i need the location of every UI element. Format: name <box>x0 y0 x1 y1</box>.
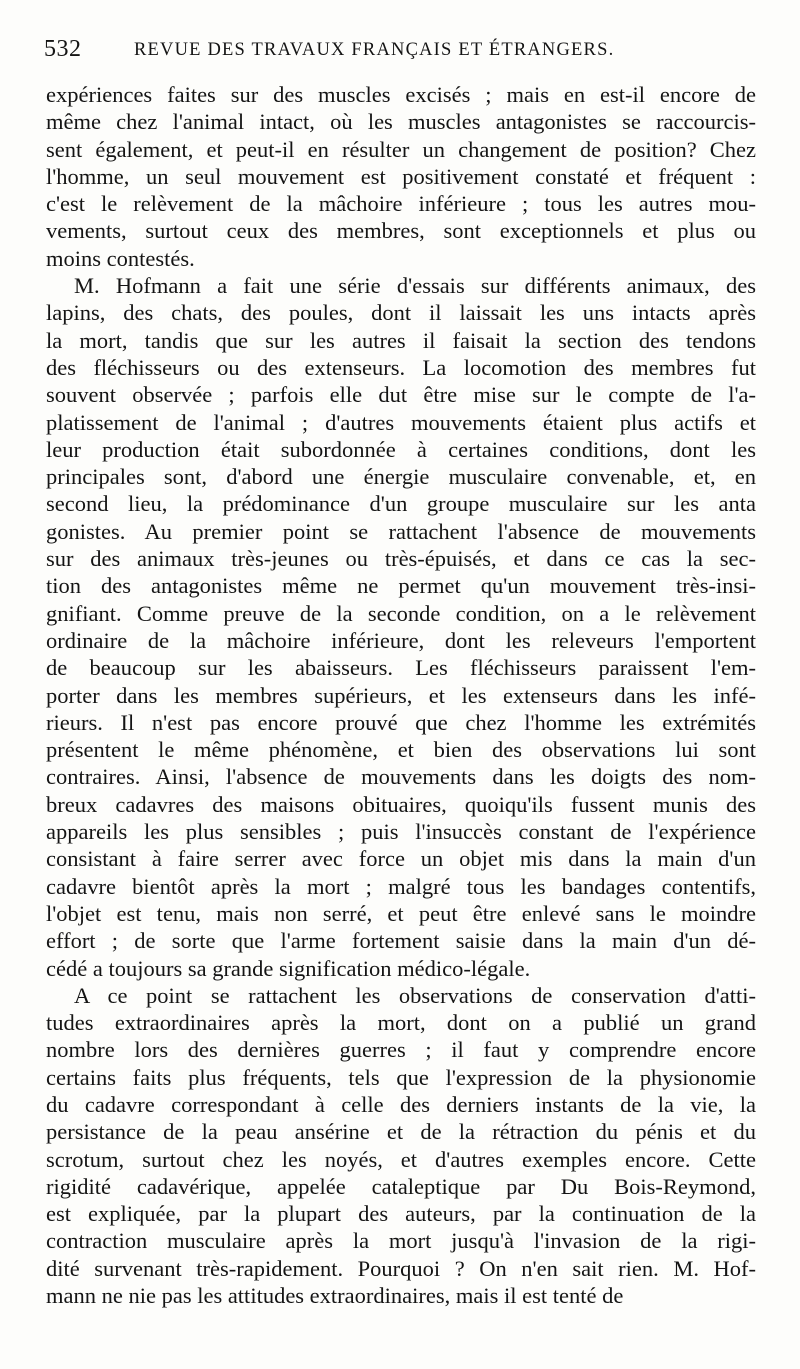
text-line: de beaucoup sur les abaisseurs. Les fléchisseurs paraissent l'em- <box>46 655 756 681</box>
text-line: effort ; de sorte que l'arme fortement saisie dans la main d'un dé- <box>46 928 756 954</box>
text-line: des fléchisseurs ou des extenseurs. La locomotion des membres fut <box>46 354 756 380</box>
text-line: lapins, des chats, des poules, dont il laissait les uns intacts après <box>46 300 756 326</box>
text-line: scrotum, surtout chez les noyés, et d'autres exemples encore. Cette <box>46 1146 756 1172</box>
paragraph <box>46 982 756 1310</box>
text-line: rieurs. Il n'est pas encore prouvé que chez l'homme les extrémités <box>46 709 756 735</box>
text-line: cadavre bientôt après la mort ; malgré tous les bandages contentifs, <box>46 873 756 899</box>
text-line: l'homme, un seul mouvement est positivement constaté et fréquent : <box>46 163 756 189</box>
text-line: du cadavre correspondant à celle des derniers instants de la vie, la <box>46 1091 756 1117</box>
text-line: consistant à faire serrer avec force un objet mis dans la main d'un <box>46 846 756 872</box>
text-line: sent également, et peut-il en résulter un changement de position? Chez <box>46 136 756 162</box>
text-line: gonistes. Au premier point se rattachent l'absence de mouvements <box>46 518 756 544</box>
text-line: leur production était subordonnée à certaines conditions, dont les <box>46 436 756 462</box>
text-line: dité survenant très-rapidement. Pourquoi ? On n'en sait rien. M. Hof- <box>46 1255 756 1281</box>
text-line: M. Hofmann a fait une série d'essais sur différents animaux, des <box>74 273 756 299</box>
running-head: REVUE DES TRAVAUX FRANÇAIS ET ÉTRANGERS. <box>134 40 615 60</box>
text-line: moins contestés. <box>46 245 195 271</box>
text-line: principales sont, d'abord une énergie musculaire convenable, et, en <box>46 464 756 490</box>
text-line: nombre lors des dernières guerres ; il faut y comprendre encore <box>46 1037 756 1063</box>
text-line: certains faits plus fréquents, tels que l'expression de la physionomie <box>46 1064 756 1090</box>
text-line: sur des animaux très-jeunes ou très-épuisés, et dans ce cas la sec- <box>46 546 756 572</box>
text-line: contraction musculaire après la mort jusqu'à l'invasion de la rigi- <box>46 1228 756 1254</box>
text-line: même chez l'animal intact, où les muscles antagonistes se raccourcis- <box>46 109 756 135</box>
text-line: rigidité cadavérique, appelée cataleptique par Du Bois-Reymond, <box>46 1173 756 1199</box>
text-line: tudes extraordinaires après la mort, dont on a publié un grand <box>46 1010 756 1036</box>
text-line: gnifiant. Comme preuve de la seconde condition, on a le relèvement <box>46 600 756 626</box>
text-line: cédé a toujours sa grande signification médico-légale. <box>46 955 531 981</box>
paragraph <box>46 81 756 272</box>
text-line: souvent observée ; parfois elle dut être mise sur le compte de l'a- <box>46 382 756 408</box>
text-line: la mort, tandis que sur les autres il faisait la section des tendons <box>46 327 756 353</box>
text-line: persistance de la peau ansérine et de la rétraction du pénis et du <box>46 1119 756 1145</box>
text-line: porter dans les membres supérieurs, et les extenseurs dans les infé- <box>46 682 756 708</box>
text-line: c'est le relèvement de la mâchoire inférieure ; tous les autres mou- <box>46 191 756 217</box>
text-line: tion des antagonistes même ne permet qu'un mouvement très-insi- <box>46 573 756 599</box>
page-header <box>44 34 764 64</box>
page-number: 532 <box>44 36 82 62</box>
text-line: vements, surtout ceux des membres, sont exceptionnels et plus ou <box>46 218 756 244</box>
text-line: A ce point se rattachent les observations de conservation d'atti- <box>74 982 756 1008</box>
text-line: platissement de l'animal ; d'autres mouvements étaient plus actifs et <box>46 409 756 435</box>
text-line: expériences faites sur des muscles excisés ; mais en est-il encore de <box>46 82 756 107</box>
text-line: second lieu, la prédominance d'un groupe musculaire sur les anta <box>46 491 756 517</box>
text-line: est expliquée, par la plupart des auteurs, par la continuation de la <box>46 1201 756 1227</box>
text-line: mann ne nie pas les attitudes extraordinaires, mais il est tenté de <box>46 1283 624 1309</box>
text-line: ordinaire de la mâchoire inférieure, dont les releveurs l'emportent <box>46 627 756 653</box>
text-line: appareils les plus sensibles ; puis l'insuccès constant de l'expérience <box>46 819 756 845</box>
paragraph <box>46 272 756 982</box>
text-line: breux cadavres des maisons obituaires, quoiqu'ils fussent munis des <box>46 791 756 817</box>
text-line: l'objet est tenu, mais non serré, et peut être enlevé sans le moindre <box>46 900 756 926</box>
text-line: présentent le même phénomène, et bien des observations lui sont <box>46 737 756 763</box>
text-line: contraires. Ainsi, l'absence de mouvements dans les doigts des nom- <box>46 764 756 790</box>
body-text <box>46 81 756 1309</box>
